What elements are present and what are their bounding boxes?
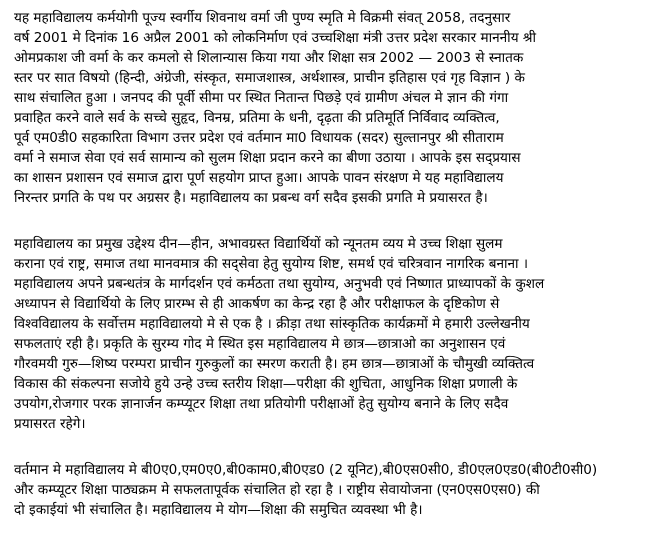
- paragraph-history: [14, 8, 635, 208]
- text-line: कराना एवं राष्ट्र, समाज तथा मानवमात्र की सद्सेवा हेतु सुयोग्य शिष्ट, समर्थ एवं चरित्रवान नागरिक बनाना ।: [14, 256, 529, 272]
- text-line: विकास की संकल्पना सजोये हुये उन्हे उच्च स्तरीय शिक्षा—परीक्षा की शुचिता, आधुनिक शिक्षा प्रणाली के: [14, 376, 518, 392]
- text-line: साथ संचालित हुआ । जनपद की पूर्वी सीमा पर स्थित नितान्त पिछड़े एवं ग्रामीण अंचल मे ज्ञान की गंगा: [14, 90, 509, 106]
- text-line: यह महाविद्यालय कर्मयोगी पूज्य स्वर्गीय शिवनाथ वर्मा जी पुण्य स्मृति मे विक्रमी संवत् 2058, तदनुसार: [14, 10, 511, 26]
- text-line: और कम्प्यूटर शिक्षा पाठ्यक्रम मे सफलतापूर्वक संचालित हो रहा है । राष्ट्रीय सेवायोजना (एन0एस0एस0) की: [14, 482, 540, 498]
- text-line: का शासन प्रशासन एवं समाज द्वारा पूर्ण सहयोग प्राप्त हुआ। आपके पावन संरक्षण मे यह महाविद्यालय: [14, 170, 504, 186]
- text-line: सफलताएं रही है। प्रकृति के सुरम्य गोद मे स्थित इस महाविद्यालय मे छात्र—छात्राओ का अनुशासन एवं: [14, 336, 506, 352]
- text-line: प्रवाहित करने वाले सर्व के सच्चे सुहृद, विनम्र, प्रतिमा के धनी, दृढ़ता की प्रतिमूर्ति निर्विवाद व्यक्तित्व,: [14, 110, 500, 126]
- text-line: वर्तमान मे महाविद्यालय मे बी0ए0,एम0ए0,बी0काम0,बी0एड0 (2 यूनिट),बी0एस0सी0, डी0एल0एड0(बी0टी0सी0): [14, 462, 598, 478]
- text-line: वर्मा ने समाज सेवा एवं सर्व सामान्य को सुलम शिक्षा प्रदान करने का बीणा उठाया । आपके इस सद्प्रयास: [14, 150, 521, 166]
- paragraph-objectives: [14, 234, 635, 434]
- text-line: पूर्व एम0डी0 सहकारिता विभाग उत्तर प्रदेश एवं वर्तमान मा0 विधायक (सदर) सुल्तानपुर श्री सीताराम: [14, 130, 504, 146]
- text-line: महाविद्यालय अपने प्रबन्धतंत्र के मार्गदर्शन एवं कर्मठता तथा सुयोग्य, अनुभवी एवं निष्णात प्राध्यापकों के कुशल: [14, 276, 545, 292]
- text-line: गौरवमयी गुरु—शिष्य परम्परा प्राचीन गुरुकुलों का स्मरण कराती है। हम छात्र—छात्राओं के चौमुखी व्यक्तित्व: [14, 356, 535, 372]
- text-line: प्रयासरत रहेगे।: [14, 416, 86, 432]
- text-line: ओमप्रकाश जी वर्मा के कर कमलो से शिलान्यास किया गया और शिक्षा सत्र 2002 — 2003 से स्नातक: [14, 50, 524, 66]
- text-line: दो इकाईयां भी संचालित है। महाविद्यालय मे योग—शिक्षा की समुचित व्यवस्था भी है।: [14, 502, 423, 518]
- paragraph-courses: [14, 460, 635, 520]
- text-line: अध्यापन से विद्यार्थियो के लिए प्रारम्भ से ही आकर्षण का केन्द्र रहा है और परीक्षाफल के दृष्टिकोण से: [14, 296, 500, 312]
- text-line: स्तर पर सात विषयो (हिन्दी, अंग्रेजी, संस्कृत, समाजशास्त्र, अर्थशास्त्र, प्राचीन इतिहास एवं गृह विज्ञान ) के: [14, 70, 525, 86]
- text-line: महाविद्यालय का प्रमुख उद्देश्य दीन—हीन, अभावग्रस्त विद्यार्थियों को न्यूनतम व्यय मे उच्च शिक्षा सुलम: [14, 236, 503, 252]
- text-line: उपयोग,रोजगार परक ज्ञानार्जन कम्प्यूटर शिक्षा तथा प्रतियोगी परीक्षाओं हेतु सुयोग्य बनाने के लिए सदैव: [14, 396, 509, 412]
- text-line: वर्ष 2001 मे दिनांक 16 अप्रैल 2001 को लोकनिर्माण एवं उच्चशिक्षा मंत्री उत्तर प्रदेश सरकार माननीय श्री: [14, 30, 537, 46]
- text-line: निरन्तर प्रगति के पथ पर अग्रसर है। महाविद्यालय का प्रबन्ध वर्ग सदैव इसकी प्रगति मे प्रयासरत है।: [14, 190, 488, 206]
- text-line: विश्वविद्यालय के सर्वोत्तम महाविद्यालयो मे से एक है । क्रीड़ा तथा सांस्कृतिक कार्यक्रमों मे हमारी उल्लेखनीय: [14, 316, 530, 332]
